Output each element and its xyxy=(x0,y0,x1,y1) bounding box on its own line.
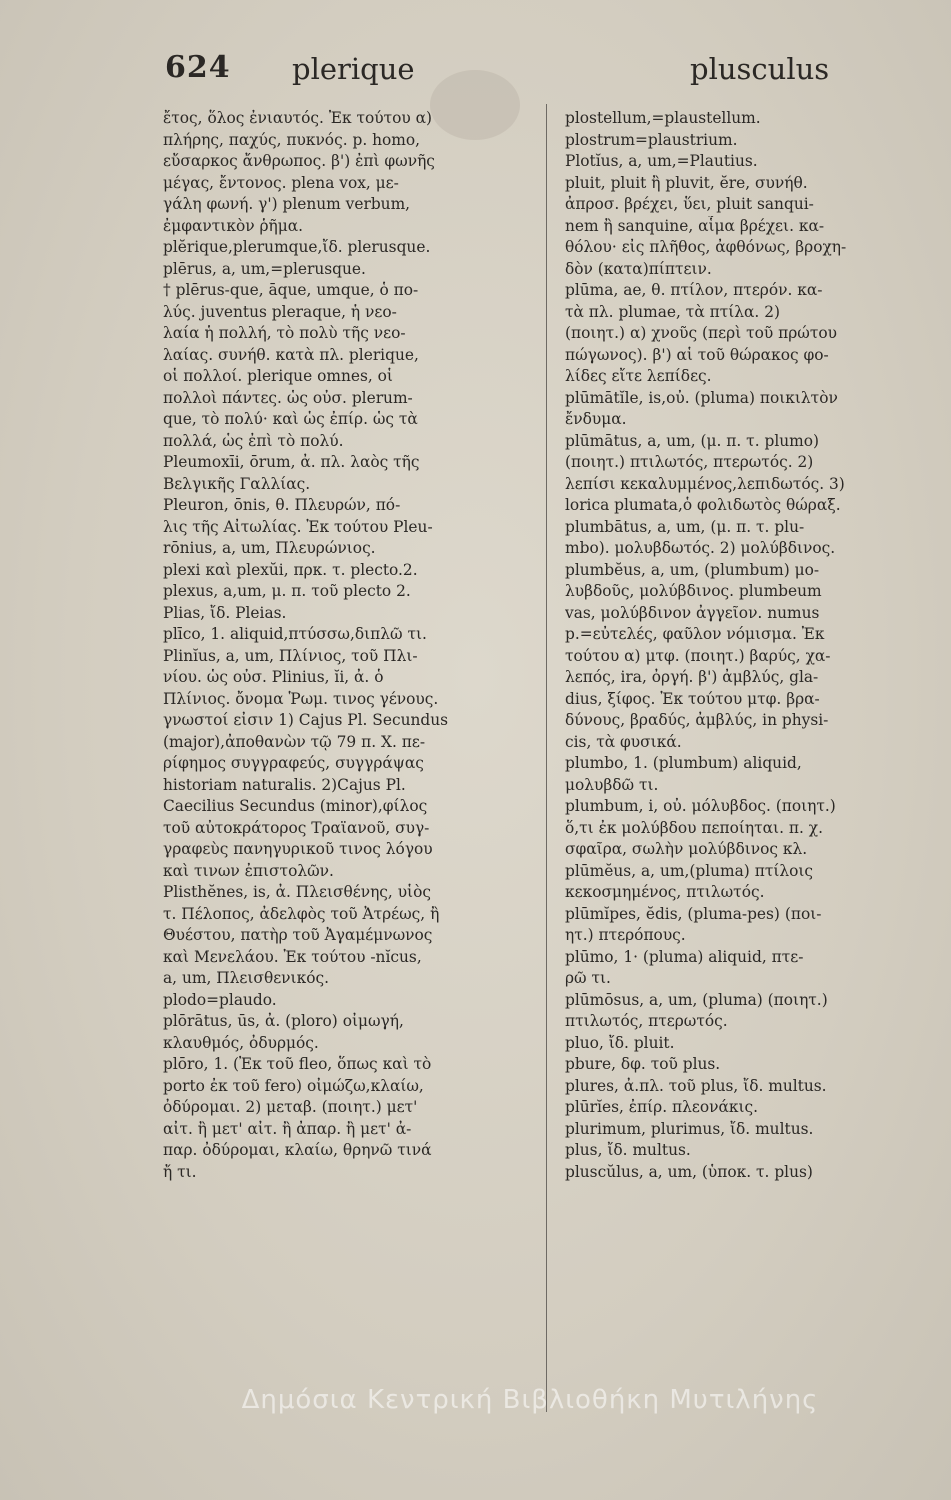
entry-line: Pleumoxīi, ōrum, ἀ. πλ. λαὸς τῆς xyxy=(163,453,420,471)
entry-line: plus, ἴδ. multus. xyxy=(565,1141,691,1159)
page-number: 624 xyxy=(165,50,231,85)
entry-line: a, um, Πλεισθενικός. xyxy=(163,969,329,987)
entry-line: plūrĭes, ἐπίρ. πλεονάκις. xyxy=(565,1098,759,1116)
library-watermark: Δημόσια Κεντρική Βιβλιοθήκη Μυτιλήνης xyxy=(241,1385,819,1415)
entry-line: γνωστοί εἰσιν 1) Cajus Pl. Secundus xyxy=(163,711,449,729)
entry-line: πολλοὶ πάντες. ὡς οὐσ. plerum- xyxy=(163,388,413,407)
entry-line: Βελγικῆς Γαλλίας. xyxy=(163,474,311,493)
entry-line: plōrātus, ūs, ἀ. (ploro) οἰμωγή, xyxy=(163,1012,404,1030)
entry-line: plīco, 1. aliquid,πτύσσω,διπλῶ τι. xyxy=(163,625,427,643)
entry-line: γραφεὺς πανηγυρικοῦ τινος λόγου xyxy=(163,840,433,858)
entry-line: mbo). μολυβδωτός. 2) μολύβδινος. xyxy=(565,539,836,557)
entry-line: plūmātĭle, is,οὐ. (pluma) ποικιλτὸν xyxy=(565,388,838,407)
entry-line: plūmĕus, a, um,(pluma) πτίλοις xyxy=(565,861,814,880)
entry-line: κλαυθμός, ὀδυρμός. xyxy=(163,1033,319,1052)
column-divider xyxy=(546,104,547,1412)
entry-line: Πλίνιος. ὄνομα Ῥωμ. τινος γένους. xyxy=(163,689,439,708)
entry-line: (ποιητ.) πτιλωτός, πτερωτός. 2) xyxy=(565,453,814,471)
entry-line: σφαῖρα, σωλὴν μολύβδινος κλ. xyxy=(565,840,808,858)
entry-line: plures, ἀ.πλ. τοῦ plus, ἴδ. multus. xyxy=(565,1076,827,1095)
entry-line: δὸν (κατα)πίπτειν. xyxy=(565,259,712,278)
entry-line: pluscŭlus, a, um, (ὑποκ. τ. plus) xyxy=(565,1162,813,1181)
right-column xyxy=(565,108,945,1183)
entry-line: plumbo, 1. (plumbum) aliquid, xyxy=(565,754,802,772)
entry-line: ὀδύρομαι. 2) μεταβ. (ποιητ.) μετ' xyxy=(163,1098,418,1116)
entry-line: πλήρης, παχύς, πυκνός. p. homo, xyxy=(163,130,421,149)
entry-line: λυβδοῦς, μολύβδινος. plumbeum xyxy=(565,582,822,600)
entry-line: Plias, ἴδ. Pleias. xyxy=(163,603,287,622)
entry-line: plexus, a,um, μ. π. τοῦ plecto 2. xyxy=(163,582,411,600)
entry-line: Plotĭus, a, um,=Plautius. xyxy=(565,152,758,170)
entry-line: Plisthĕnes, is, ἀ. Πλεισθένης, υἱὸς xyxy=(163,883,431,901)
entry-line: ὅ,τι ἐκ μολύβδου πεποίηται. π. χ. xyxy=(565,818,823,837)
entry-line: ρίφημος συγγραφεύς, συγγράψας xyxy=(163,754,424,772)
entry-line: τούτου α) μτφ. (ποιητ.) βαρύς, χα- xyxy=(565,646,831,665)
entry-line: ἔνδυμα. xyxy=(565,410,627,428)
entry-line: παρ. ὀδύρομαι, κλαίω, θρηνῶ τινά xyxy=(163,1141,432,1159)
entry-line: plūmātus, a, um, (μ. π. τ. plumo) xyxy=(565,431,820,450)
entry-line: λίδες εἴτε λεπίδες. xyxy=(565,367,712,385)
entry-line: κεκοσμημένος, πτιλωτός. xyxy=(565,883,765,901)
entry-line: (major),ἀποθανὼν τῷ 79 π. Χ. πε- xyxy=(163,732,426,751)
entry-line: plūmo, 1· (pluma) aliquid, πτε- xyxy=(565,947,804,966)
entry-line: nem ἢ sanquine, αἷμα βρέχει. κα- xyxy=(565,216,825,235)
entry-line: plōro, 1. (Ἐκ τοῦ fleo, ὅπως καὶ τὸ xyxy=(163,1055,432,1073)
entry-line: pluo, ἴδ. pluit. xyxy=(565,1033,675,1052)
entry-line: λεπίσι κεκαλυμμένος,λεπιδωτός. 3) xyxy=(565,474,845,493)
entry-line: τοῦ αὐτοκράτορος Τραϊανοῦ, συγ- xyxy=(163,818,430,837)
entry-line: ἤ τι. xyxy=(163,1162,197,1181)
entry-line: ἔτος, ὅλος ἐνιαυτός. Ἐκ τούτου α) xyxy=(163,109,433,127)
left-guide-word: plerique xyxy=(292,52,415,86)
entry-line: plumbum, i, οὐ. μόλυβδος. (ποιητ.) xyxy=(565,797,836,815)
entry-line: plostellum,=plaustellum. xyxy=(565,109,761,127)
left-column xyxy=(163,108,533,1183)
entry-line: p.=εὐτελές, φαῦλον νόμισμα. Ἐκ xyxy=(565,625,825,643)
entry-line: γάλη φωνή. γ') plenum verbum, xyxy=(163,195,411,213)
entry-line: que, τὸ πολύ· καὶ ὡς ἐπίρ. ὡς τὰ xyxy=(163,410,418,428)
entry-line: ἐμφαντικὸν ῥῆμα. xyxy=(163,216,304,235)
entry-line: οἱ πολλοί. plerique omnes, οἱ xyxy=(163,367,393,385)
entry-line: λαία ἡ πολλή, τὸ πολὺ τῆς νεο- xyxy=(163,324,406,342)
entry-line: historiam naturalis. 2)Cajus Pl. xyxy=(163,775,406,794)
entry-line: τὰ πλ. plumae, τὰ πτίλα. 2) xyxy=(565,302,780,321)
page-header xyxy=(0,50,951,100)
entry-line: Θυέστου, πατὴρ τοῦ Ἀγαμέμνωνος xyxy=(163,926,433,944)
entry-line: plurimum, plurimus, ἴδ. multus. xyxy=(565,1119,814,1138)
entry-line: porto ἐκ τοῦ fero) οἰμώζω,κλαίω, xyxy=(163,1076,424,1095)
entry-line: cis, τὰ φυσικά. xyxy=(565,732,682,751)
entry-line: πώγωνος). β') αἱ τοῦ θώρακος φο- xyxy=(565,345,829,364)
entry-line: λις τῆς Αἰτωλίας. Ἐκ τούτου Pleu- xyxy=(163,517,433,536)
entry-line: καὶ Μενελάου. Ἐκ τούτου -nĭcus, xyxy=(163,947,422,966)
entry-line: μολυβδῶ τι. xyxy=(565,775,659,794)
entry-line: (ποιητ.) α) χνοῦς (περὶ τοῦ πρώτου xyxy=(565,324,837,342)
entry-line: θόλου· εἰς πλῆθος, ἀφθόνως, βροχη- xyxy=(565,238,847,256)
entry-line: plūmōsus, a, um, (pluma) (ποιητ.) xyxy=(565,990,828,1009)
entry-line: plumbātus, a, um, (μ. π. τ. plu- xyxy=(565,517,805,536)
entry-line: plexi καὶ plexŭi, πρκ. τ. plecto.2. xyxy=(163,560,418,579)
entry-line: νίου. ὡς οὐσ. Plinius, ĭi, ἀ. ὁ xyxy=(163,668,384,686)
entry-line: pbure, δφ. τοῦ plus. xyxy=(565,1055,721,1073)
entry-line: καὶ τινων ἐπιστολῶν. xyxy=(163,861,334,880)
entry-line: plumbĕus, a, um, (plumbum) μο- xyxy=(565,560,820,579)
entry-line: pluit, pluit ἢ pluvit, ĕre, συνήθ. xyxy=(565,173,808,192)
entry-line: ρῶ τι. xyxy=(565,969,611,987)
entry-line: δύνους, βραδύς, ἀμβλύς, in physi- xyxy=(565,711,829,729)
entry-line: μέγας, ἔντονος. plena vox, με- xyxy=(163,173,399,192)
entry-line: πολλά, ὡς ἐπὶ τὸ πολύ. xyxy=(163,431,344,450)
entry-line: ητ.) πτερόπους. xyxy=(565,926,686,944)
entry-line: † plērus-que, āque, umque, ὁ πο- xyxy=(163,281,419,299)
entry-line: plostrum=plaustrium. xyxy=(565,130,738,149)
entry-line: rōnius, a, um, Πλευρώνιος. xyxy=(163,539,376,557)
entry-line: plĕrique,plerumque,ἴδ. plerusque. xyxy=(163,238,431,256)
entry-line: λεπός, ira, ὀργή. β') ἀμβλύς, gla- xyxy=(565,668,819,686)
entry-line: Caecilius Secundus (minor),φίλος xyxy=(163,797,428,815)
entry-line: ἀπροσ. βρέχει, ὕει, pluit sanqui- xyxy=(565,195,814,213)
right-guide-word: plusculus xyxy=(690,52,830,86)
entry-line: λύς. juventus pleraque, ἡ νεο- xyxy=(163,302,397,321)
entry-line: λαίας. συνήθ. κατὰ πλ. plerique, xyxy=(163,345,419,364)
entry-line: τ. Πέλοπος, ἀδελφὸς τοῦ Ἀτρέως, ἢ xyxy=(163,904,440,923)
entry-line: vas, μολύβδινον ἀγγεῖον. numus xyxy=(565,603,820,622)
entry-line: Plinĭus, a, um, Πλίνιος, τοῦ Πλι- xyxy=(163,646,418,665)
entry-line: plērus, a, um,=plerusque. xyxy=(163,259,366,278)
entry-line: πτιλωτός, πτερωτός. xyxy=(565,1012,728,1030)
entry-line: Pleuron, ōnis, θ. Πλευρών, πό- xyxy=(163,496,401,514)
entry-line: αἰτ. ἢ μετ' αἰτ. ἢ ἀπαρ. ἢ μετ' ἀ- xyxy=(163,1119,412,1138)
entry-line: εὔσαρκος ἄνθρωπος. β') ἐπὶ φωνῆς xyxy=(163,152,435,170)
entry-line: plūma, ae, θ. πτίλον, πτερόν. κα- xyxy=(565,281,823,299)
entry-line: dius, ξίφος. Ἐκ τούτου μτφ. βρα- xyxy=(565,689,820,708)
entry-line: lorica plumata,ὁ φολιδωτὸς θώραξ. xyxy=(565,496,841,514)
entry-line: plodo=plaudo. xyxy=(163,990,277,1009)
entry-line: plūmĭpes, ĕdis, (pluma-pes) (ποι- xyxy=(565,904,822,923)
